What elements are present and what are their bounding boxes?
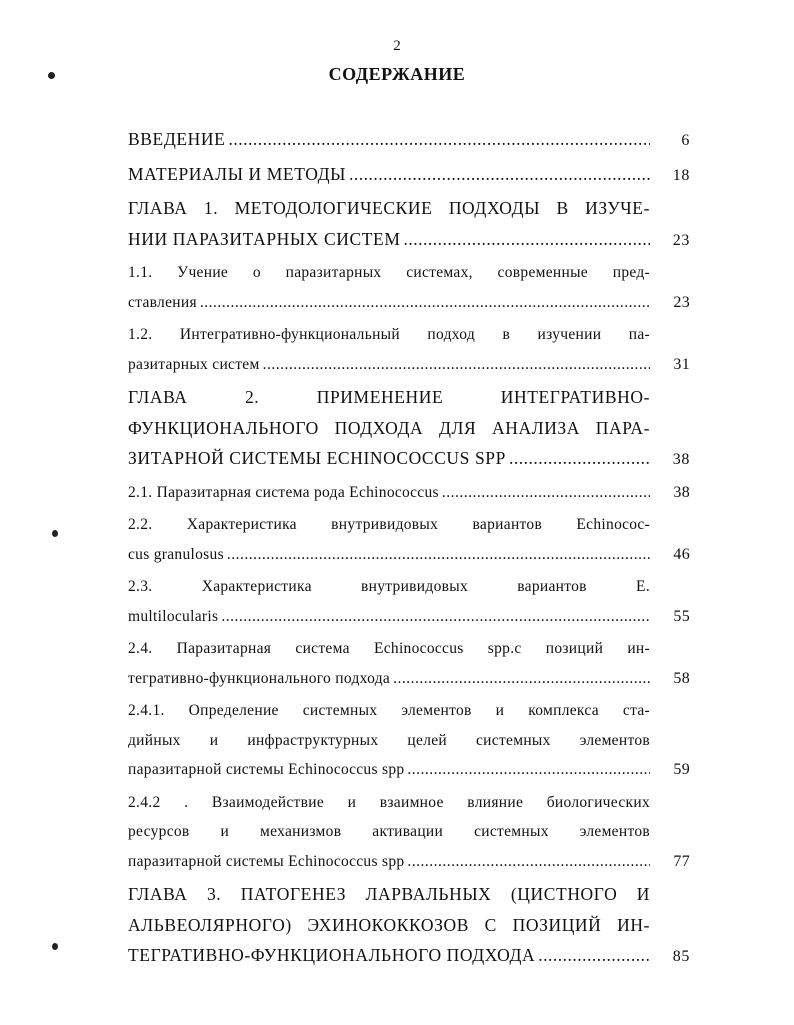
- toc-page-number: 38: [672, 451, 690, 468]
- toc-page-number: 38: [673, 483, 690, 501]
- toc-entry-text: ГЛАВА 1. МЕТОДОЛОГИЧЕСКИЕ ПОДХОДЫ В ИЗУЧЕ-: [128, 198, 650, 218]
- toc-entry-text: ГЛАВА 3. ПАТОГЕНЕЗ ЛАРВАЛЬНЫХ (ЦИСТНОГО И: [128, 884, 650, 904]
- toc-entry: [128, 879, 690, 971]
- toc-page-number: 58: [673, 669, 690, 687]
- toc-entry-text: ВВЕДЕНИЕ: [128, 129, 226, 149]
- scan-speck: [52, 943, 58, 950]
- toc-page-number: 31: [673, 355, 690, 373]
- toc-entry: [128, 478, 690, 508]
- toc-entry: [128, 124, 690, 155]
- toc-entry: [128, 634, 690, 693]
- toc-entry-text: multilocularis: [128, 607, 219, 625]
- toc-entry-text: cus granulosus: [128, 545, 224, 563]
- toc-leader-dots: [221, 602, 650, 632]
- toc-entry: [128, 382, 690, 474]
- toc-entry-text: ресурсов и механизмов активации системных элементов: [128, 823, 650, 840]
- toc-entry-text: АЛЬВЕОЛЯРНОГО) ЭХИНОКОККОЗОВ С ПОЗИЦИЙ ИН-: [128, 914, 650, 935]
- page-number: 2: [393, 38, 401, 54]
- toc-page-number: 18: [672, 166, 690, 184]
- table-of-contents: [128, 124, 690, 971]
- toc-leader-dots: [227, 540, 650, 570]
- toc-leader-dots: [393, 664, 650, 694]
- toc-leader-dots: [200, 288, 650, 318]
- toc-leader-dots: [349, 159, 650, 190]
- toc-entry: [128, 788, 690, 877]
- toc-page-number: 46: [673, 545, 690, 563]
- toc-entry: [128, 696, 690, 785]
- scan-speck: [48, 72, 55, 79]
- toc-entry-text: ЗИТАРНОЙ СИСТЕМЫ ECHINOCOCCUS SPP: [128, 448, 506, 468]
- toc-leader-dots: [228, 124, 650, 155]
- toc-page-number: 23: [672, 231, 690, 249]
- toc-entry-text: 2.1. Паразитарная система рода Echinococcus: [128, 483, 439, 501]
- toc-entry-text: тегративно-функционального подхода: [128, 669, 391, 687]
- toc-leader-dots: [404, 224, 651, 255]
- toc-entry: [128, 258, 690, 317]
- toc-entry-text: разитарных систем: [128, 355, 260, 373]
- toc-entry-text: МАТЕРИАЛЫ И МЕТОДЫ: [128, 163, 347, 184]
- toc-entry-text: 1.1. Учение о паразитарных системах, современные пред-: [128, 264, 650, 281]
- toc-leader-dots: [509, 443, 650, 474]
- toc-entry-text: 2.4.2 . Взаимодействие и взаимное влияние биологических: [128, 793, 650, 811]
- toc-page-number: 23: [673, 293, 690, 311]
- toc-entry: [128, 193, 690, 254]
- toc-entry-text: ФУНКЦИОНАЛЬНОГО ПОДХОДА ДЛЯ АНАЛИЗА ПАРА-: [128, 417, 650, 438]
- toc-leader-dots: [263, 350, 650, 380]
- toc-entry-text: ГЛАВА 2. ПРИМЕНЕНИЕ ИНТЕГРАТИВНО-: [128, 387, 650, 407]
- toc-leader-dots: [538, 940, 650, 971]
- toc-entry-text: паразитарной системы Echinococcus spp: [128, 852, 405, 870]
- toc-page-number: 77: [673, 852, 690, 870]
- scan-speck: [52, 530, 58, 537]
- toc-entry-text: 1.2. Интегративно-функциональный подход в изучении па-: [128, 326, 650, 343]
- toc-entry: [128, 159, 690, 190]
- toc-entry-text: дийных и инфраструктурных целей системных элементов: [128, 731, 650, 749]
- toc-page-number: 55: [673, 607, 690, 625]
- toc-entry-text: 2.4. Паразитарная система Echinococcus spp.с позиций ин-: [128, 640, 650, 657]
- toc-page-number: 85: [672, 948, 690, 965]
- toc-entry-text: ТЕГРАТИВНО-ФУНКЦИОНАЛЬНОГО ПОДХОДА: [128, 945, 536, 965]
- page-title: СОДЕРЖАНИЕ: [328, 64, 466, 84]
- toc-leader-dots: [407, 847, 650, 877]
- toc-entry: [128, 572, 690, 631]
- toc-page-number: 6: [681, 132, 690, 149]
- toc-entry-text: НИИ ПАРАЗИТАРНЫХ СИСТЕМ: [128, 228, 401, 249]
- toc-entry-text: ставления: [128, 293, 197, 311]
- toc-entry: [128, 320, 690, 379]
- toc-entry-text: паразитарной системы Echinococcus spp: [128, 761, 405, 778]
- toc-entry-text: 2.2. Характеристика внутривидовых вариантов Echinococ-: [128, 516, 650, 533]
- toc-entry-text: 2.4.1. Определение системных элементов и комплекса ста-: [128, 702, 650, 719]
- toc-leader-dots: [407, 755, 650, 785]
- toc-leader-dots: [442, 478, 650, 508]
- toc-entry: [128, 510, 690, 569]
- toc-page-number: 59: [673, 761, 690, 778]
- toc-entry-text: 2.3. Характеристика внутривидовых вариантов Е.: [128, 578, 650, 595]
